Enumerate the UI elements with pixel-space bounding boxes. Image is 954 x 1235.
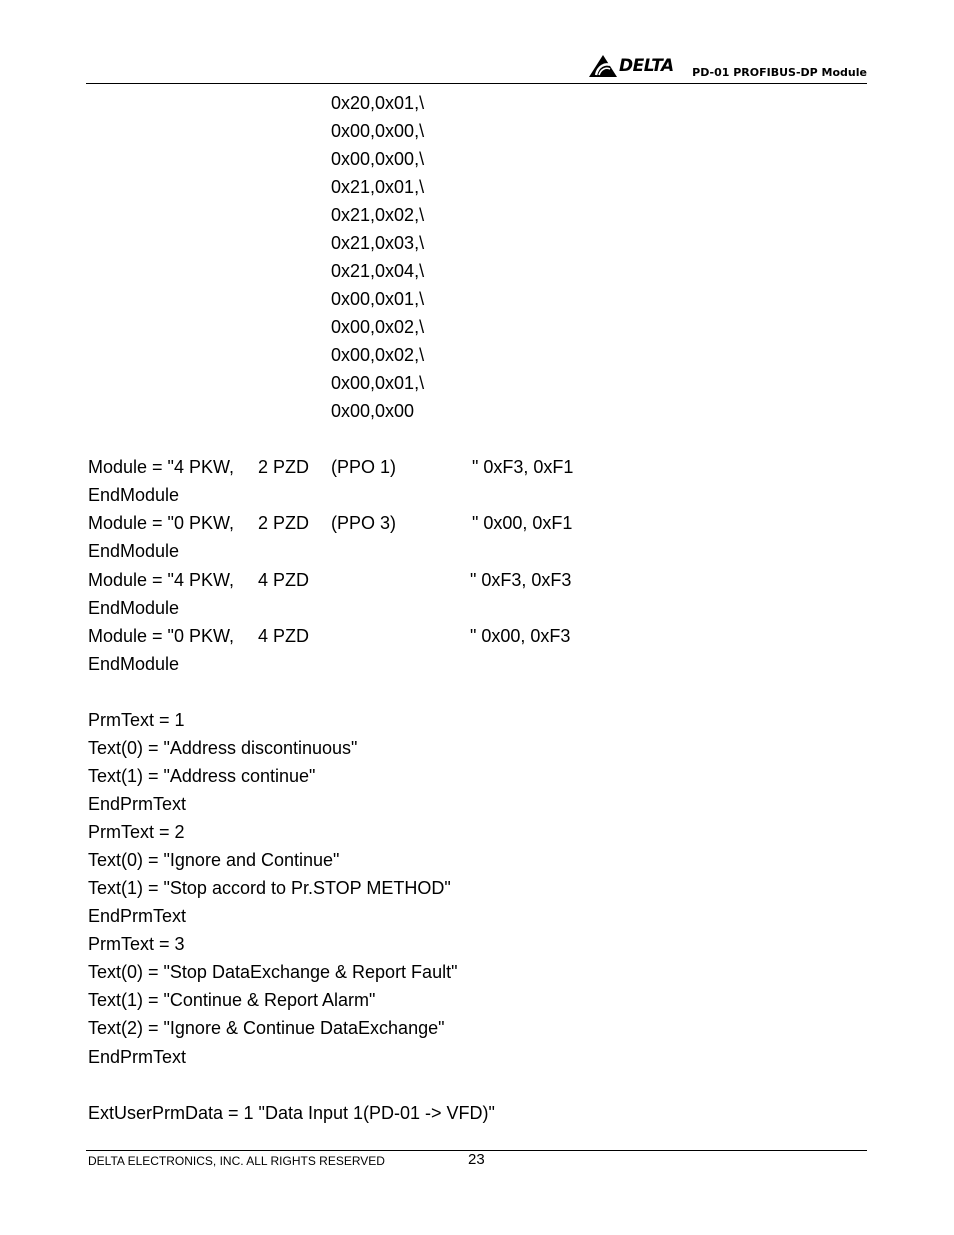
hex-line: 0x20,0x01,\ xyxy=(331,93,425,113)
module-code: " 0x00, 0xF1 xyxy=(472,513,573,533)
prm-line: Text(0) = "Ignore and Continue" xyxy=(88,850,340,870)
prm-line: PrmText = 2 xyxy=(88,822,185,842)
hex-line: 0x21,0x01,\ xyxy=(331,177,425,197)
prm-line: EndPrmText xyxy=(88,906,187,926)
brand-name: DELTA xyxy=(619,56,674,76)
page-number: 23 xyxy=(468,1151,485,1168)
module-code: " 0x00, 0xF3 xyxy=(470,626,571,646)
hex-line: 0x00,0x00,\ xyxy=(331,121,425,141)
prm-line: Text(0) = "Address discontinuous" xyxy=(88,738,358,758)
hex-line: 0x00,0x00,\ xyxy=(331,149,425,169)
hex-line: 0x00,0x01,\ xyxy=(331,289,425,309)
module-pzd: 4 PZD xyxy=(258,626,310,646)
header-rule xyxy=(86,83,867,84)
hex-line: 0x00,0x02,\ xyxy=(331,317,425,337)
page-header xyxy=(86,52,867,84)
module-ppo: (PPO 1) xyxy=(331,457,397,477)
prm-line: EndPrmText xyxy=(88,1047,187,1067)
hex-line: 0x21,0x02,\ xyxy=(331,205,425,225)
prm-line: Text(1) = "Continue & Report Alarm" xyxy=(88,990,376,1010)
hex-line: 0x00,0x01,\ xyxy=(331,373,425,393)
module-end: EndModule xyxy=(88,541,180,561)
module-prefix: Module = "4 PKW, xyxy=(88,570,234,590)
ext-user-prm-line: ExtUserPrmData = 1 "Data Input 1(PD-01 -> VFD)" xyxy=(88,1103,495,1123)
footer-copyright: DELTA ELECTRONICS, INC. ALL RIGHTS RESERVED xyxy=(88,1154,385,1168)
document-title: PD-01 PROFIBUS-DP Module xyxy=(692,66,867,79)
prm-line: Text(1) = "Stop accord to Pr.STOP METHOD" xyxy=(88,878,451,898)
prm-line: EndPrmText xyxy=(88,794,187,814)
delta-logo xyxy=(588,54,674,78)
hex-line: 0x00,0x02,\ xyxy=(331,345,425,365)
module-prefix: Module = "0 PKW, xyxy=(88,626,234,646)
prm-line: PrmText = 3 xyxy=(88,934,185,954)
module-code: " 0xF3, 0xF3 xyxy=(470,570,572,590)
module-end: EndModule xyxy=(88,654,180,674)
module-end: EndModule xyxy=(88,598,180,618)
delta-triangle-icon xyxy=(588,54,618,78)
module-prefix: Module = "0 PKW, xyxy=(88,513,234,533)
prm-line: PrmText = 1 xyxy=(88,710,185,730)
module-prefix: Module = "4 PKW, xyxy=(88,457,234,477)
module-pzd: 2 PZD xyxy=(258,513,310,533)
module-end: EndModule xyxy=(88,485,180,505)
module-code: " 0xF3, 0xF1 xyxy=(472,457,574,477)
hex-line: 0x21,0x04,\ xyxy=(331,261,425,281)
module-pzd: 2 PZD xyxy=(258,457,310,477)
prm-line: Text(0) = "Stop DataExchange & Report Fault" xyxy=(88,962,458,982)
prm-line: Text(1) = "Address continue" xyxy=(88,766,316,786)
hex-line: 0x21,0x03,\ xyxy=(331,233,425,253)
module-ppo: (PPO 3) xyxy=(331,513,397,533)
module-pzd: 4 PZD xyxy=(258,570,310,590)
prm-line: Text(2) = "Ignore & Continue DataExchange" xyxy=(88,1018,445,1038)
hex-line: 0x00,0x00 xyxy=(331,401,415,421)
